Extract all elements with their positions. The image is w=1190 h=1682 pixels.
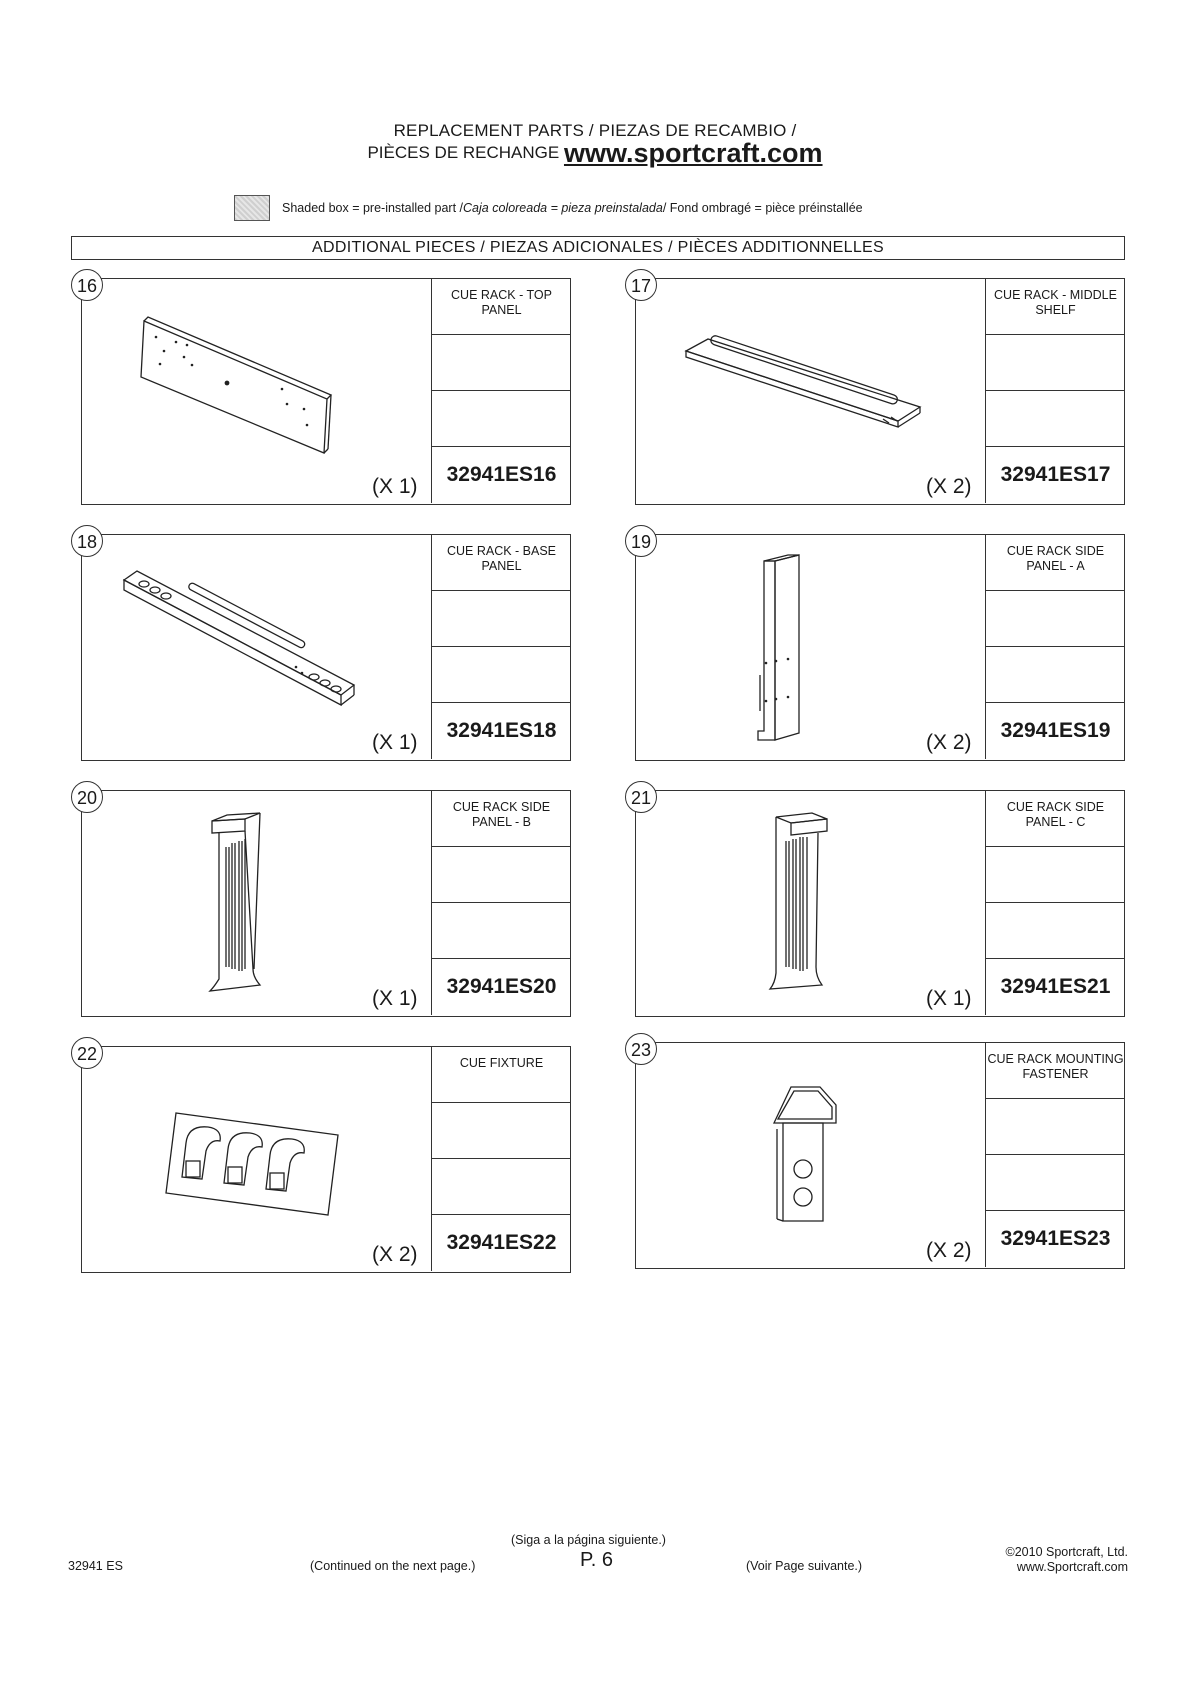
footer-continued-fr: (Voir Page suivante.) xyxy=(746,1559,863,1573)
part-card-18 xyxy=(76,532,571,761)
part-quantity: (X 1) xyxy=(372,987,418,1010)
page-number: P. 6 xyxy=(580,1549,613,1571)
legend-text-en: Shaded box = pre-installed part / xyxy=(282,201,464,215)
part-card-16 xyxy=(76,276,571,505)
page-title: REPLACEMENT PARTS / PIEZAS DE RECAMBIO / xyxy=(393,121,797,140)
shading-legend xyxy=(234,195,863,221)
part-code: 32941ES16 xyxy=(446,463,557,486)
mounting-fastener-illustration xyxy=(636,1043,985,1267)
blank-cell xyxy=(986,1155,1125,1211)
cue-fixture-illustration xyxy=(82,1047,431,1271)
part-quantity: (X 2) xyxy=(926,731,972,754)
part-number-badge: 23 xyxy=(625,1033,657,1065)
part-card-22 xyxy=(76,1044,571,1273)
part-name: CUE RACK SIDE PANEL - B xyxy=(432,791,571,847)
part-quantity: (X 2) xyxy=(372,1243,418,1266)
part-info-column xyxy=(985,1043,1125,1267)
footer-copyright: ©2010 Sportcraft, Ltd. xyxy=(1005,1545,1128,1559)
part-code: 32941ES21 xyxy=(1000,975,1111,998)
blank-cell xyxy=(986,335,1125,391)
blank-cell xyxy=(986,903,1125,959)
part-code: 32941ES17 xyxy=(1000,463,1111,486)
side-panel-a-illustration xyxy=(636,535,985,759)
part-card-19 xyxy=(630,532,1125,761)
part-number-badge: 21 xyxy=(625,781,657,813)
part-card-17 xyxy=(630,276,1125,505)
part-number-badge: 20 xyxy=(71,781,103,813)
part-number-badge: 17 xyxy=(625,269,657,301)
part-quantity: (X 2) xyxy=(926,475,972,498)
middle-shelf-illustration xyxy=(636,279,985,503)
part-number-badge: 16 xyxy=(71,269,103,301)
part-quantity: (X 1) xyxy=(372,475,418,498)
shaded-box-swatch xyxy=(234,195,270,221)
part-code: 32941ES18 xyxy=(446,719,557,742)
part-info-column xyxy=(431,791,571,1015)
footer-continued-es: (Siga a la página siguiente.) xyxy=(511,1533,666,1547)
part-name: CUE FIXTURE xyxy=(432,1047,571,1103)
part-info-column xyxy=(431,535,571,759)
part-name: CUE RACK SIDE PANEL - C xyxy=(986,791,1125,847)
blank-cell xyxy=(432,647,571,703)
blank-cell xyxy=(986,847,1125,903)
footer-website[interactable]: www.Sportcraft.com xyxy=(1016,1560,1128,1574)
part-card-21 xyxy=(630,788,1125,1017)
part-info-column xyxy=(431,279,571,503)
blank-cell xyxy=(432,391,571,447)
blank-cell xyxy=(986,647,1125,703)
part-name: CUE RACK - MIDDLE SHELF xyxy=(986,279,1125,335)
website-link[interactable]: www.sportcraft.com xyxy=(563,138,823,168)
side-panel-b-illustration xyxy=(82,791,431,1015)
page-subtitle xyxy=(0,138,1190,169)
part-card-20 xyxy=(76,788,571,1017)
part-code: 32941ES20 xyxy=(446,975,557,998)
legend-text-es: Caja coloreada = pieza preinstalada xyxy=(463,201,663,215)
part-code: 32941ES23 xyxy=(1000,1227,1111,1250)
part-name: CUE RACK SIDE PANEL - A xyxy=(986,535,1125,591)
part-number-badge: 18 xyxy=(71,525,103,557)
part-info-column xyxy=(985,791,1125,1015)
part-name: CUE RACK - TOP PANEL xyxy=(432,279,571,335)
blank-cell xyxy=(432,1159,571,1215)
part-code: 32941ES22 xyxy=(446,1231,557,1254)
blank-cell xyxy=(986,1099,1125,1155)
part-name: CUE RACK MOUNTING FASTENER xyxy=(986,1043,1125,1099)
part-number-badge: 22 xyxy=(71,1037,103,1069)
top-panel-illustration xyxy=(82,279,431,503)
blank-cell xyxy=(432,847,571,903)
blank-cell xyxy=(432,1103,571,1159)
blank-cell xyxy=(986,591,1125,647)
blank-cell xyxy=(432,903,571,959)
part-quantity: (X 1) xyxy=(372,731,418,754)
footer-continued-en: (Continued on the next page.) xyxy=(310,1559,476,1573)
blank-cell xyxy=(432,335,571,391)
base-panel-illustration xyxy=(82,535,431,759)
part-info-column xyxy=(985,279,1125,503)
part-name: CUE RACK - BASE PANEL xyxy=(432,535,571,591)
part-info-column xyxy=(431,1047,571,1271)
blank-cell xyxy=(986,391,1125,447)
blank-cell xyxy=(432,591,571,647)
part-card-23 xyxy=(630,1040,1125,1269)
side-panel-c-illustration xyxy=(636,791,985,1015)
page-subtitle-prefix: PIÈCES DE RECHANGE xyxy=(367,143,560,162)
legend-text-fr: / Fond ombragé = pièce préinstallée xyxy=(662,201,863,215)
part-code: 32941ES19 xyxy=(1000,719,1111,742)
part-number-badge: 19 xyxy=(625,525,657,557)
part-info-column xyxy=(985,535,1125,759)
section-title: ADDITIONAL PIECES / PIEZAS ADICIONALES / PIÈCES ADDITIONNELLES xyxy=(71,236,1125,260)
footer-model: 32941 ES xyxy=(68,1559,123,1573)
part-quantity: (X 1) xyxy=(926,987,972,1010)
part-quantity: (X 2) xyxy=(926,1239,972,1262)
